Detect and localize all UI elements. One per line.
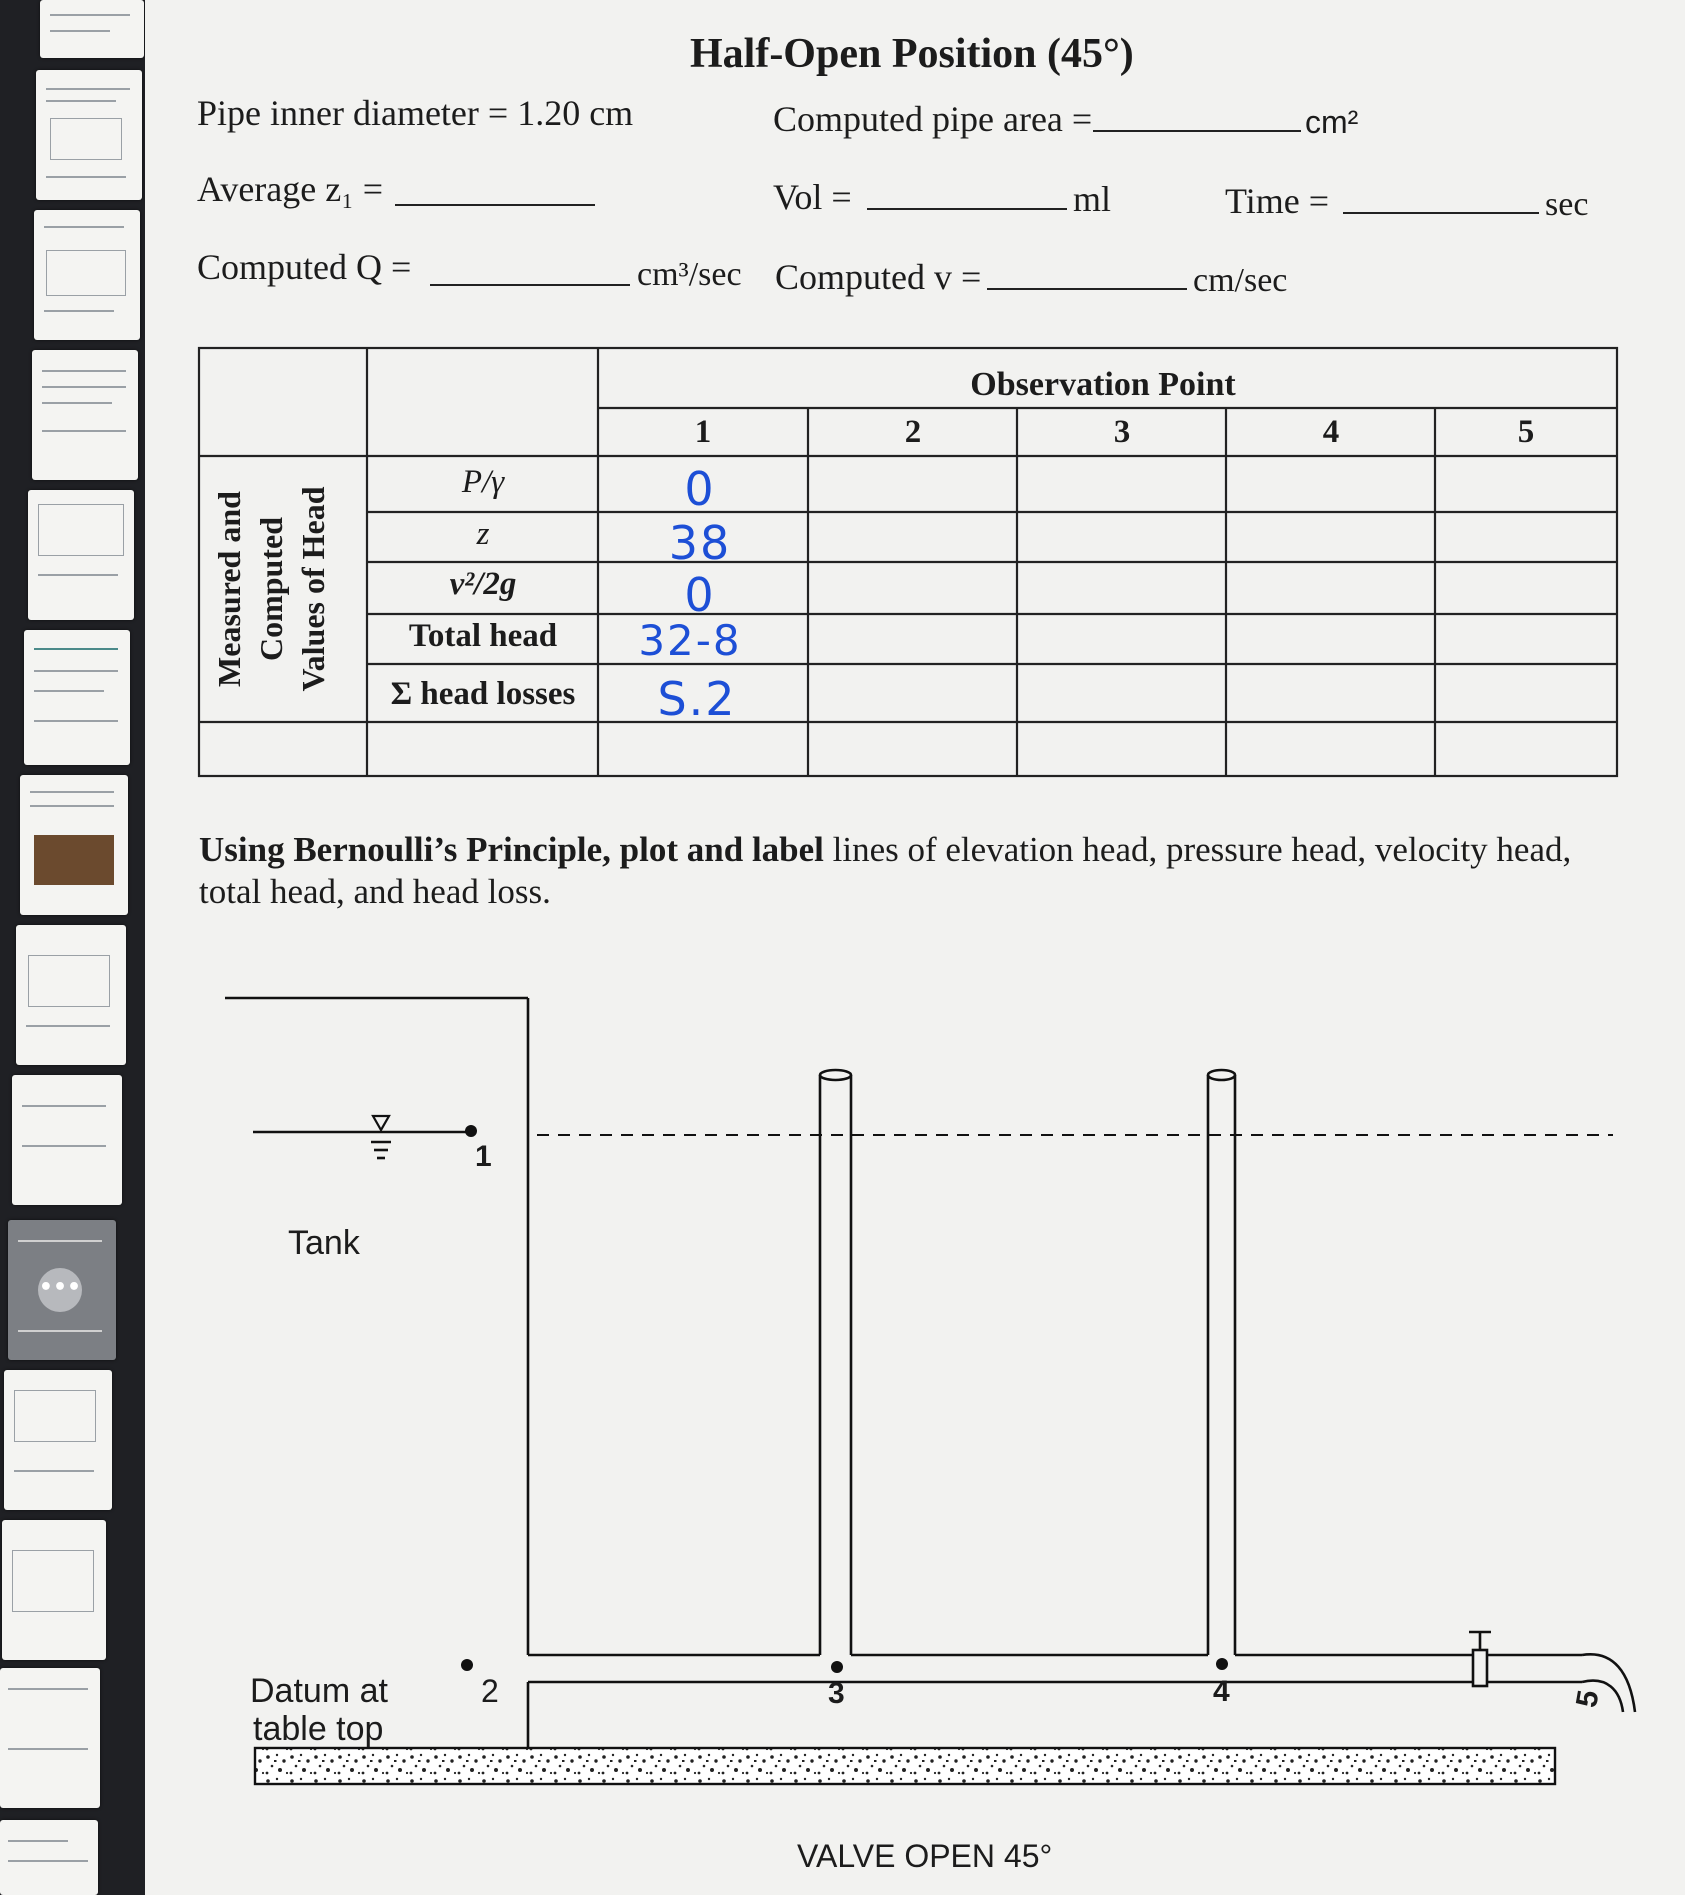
row-label-velocity-head: v²/2g — [449, 566, 517, 602]
point-label-4: 4 — [1213, 1675, 1230, 1708]
row-label-elevation: z — [476, 516, 490, 552]
area-unit: cm² — [1305, 104, 1359, 140]
instructions-rest: lines of elevation head, pressure head, velocity head, — [832, 830, 1572, 869]
page-title: Half-Open Position (45°) — [690, 31, 1134, 77]
tank-label: Tank — [288, 1224, 360, 1262]
page-thumbnail-6[interactable] — [24, 630, 130, 765]
point-label-3: 3 — [828, 1677, 845, 1710]
worksheet-page — [145, 0, 1685, 1895]
page-thumbnail-2[interactable] — [36, 70, 142, 200]
average-z-label: Average z₁ = — [197, 169, 384, 209]
point-2-dot — [461, 1659, 473, 1671]
computed-area-label: Computed pipe area = — [773, 99, 1093, 139]
handwritten-value-velocity-head: 0 — [684, 568, 716, 622]
page-thumbnail-14[interactable] — [0, 1820, 98, 1895]
point-4-dot — [1216, 1658, 1228, 1670]
row-label-pressure-head: P/γ — [461, 464, 505, 500]
q-unit: cm³/sec — [637, 256, 742, 293]
vol-unit: ml — [1073, 179, 1112, 219]
v-unit: cm/sec — [1193, 262, 1288, 299]
pipe-diameter-text: Pipe inner diameter = 1.20 cm — [197, 93, 634, 133]
page-thumbnail-1[interactable] — [40, 0, 144, 58]
column-header-4: 4 — [1322, 414, 1340, 450]
point-label-5: 5 — [1570, 1687, 1606, 1710]
column-header-3: 3 — [1113, 414, 1131, 450]
valve-caption: VALVE OPEN 45° — [797, 1838, 1053, 1874]
column-header-5: 5 — [1517, 414, 1535, 450]
page-thumbnail-7[interactable] — [20, 775, 128, 915]
instructions-line-1 — [199, 830, 1571, 870]
piezometer-4-top — [1208, 1070, 1235, 1080]
handwritten-value-total-head: 32-8 — [638, 616, 742, 665]
handwritten-value-head-losses: S.2 — [657, 672, 737, 726]
page-thumbnail-8[interactable] — [16, 925, 126, 1065]
row-label-head-losses: Σ head losses — [390, 676, 576, 712]
column-header-2: 2 — [904, 414, 922, 450]
time-label: Time = — [1225, 181, 1330, 221]
datum-label-line-2: table top — [253, 1710, 384, 1748]
time-unit: sec — [1545, 186, 1589, 223]
side-label-block — [208, 454, 358, 724]
page-thumbnail-9[interactable] — [12, 1075, 122, 1205]
more-options-button[interactable]: ••• — [38, 1268, 82, 1312]
valve-body — [1473, 1650, 1487, 1686]
datum-label-line-1: Datum at — [250, 1672, 388, 1710]
page-thumbnail-13[interactable] — [0, 1668, 100, 1808]
column-header-1: 1 — [694, 414, 712, 450]
side-label-line-1: Measured and — [211, 491, 247, 687]
piezometer-3-top — [820, 1070, 851, 1080]
point-label-2: 2 — [481, 1673, 499, 1709]
page-thumbnail-12[interactable] — [2, 1520, 106, 1660]
computed-q-label: Computed Q = — [197, 247, 412, 287]
page-thumbnail-5[interactable] — [28, 490, 134, 620]
instructions-bold: Using Bernoulli’s Principle, plot and label — [199, 830, 824, 869]
point-3-dot — [831, 1661, 843, 1673]
side-label-line-3: Values of Head — [295, 486, 331, 692]
computed-v-label: Computed v = — [775, 257, 982, 297]
vol-label: Vol = — [773, 177, 852, 217]
head-values-table — [145, 0, 1685, 800]
side-label-line-2: Computed — [253, 517, 289, 662]
page-thumbnail-4[interactable] — [32, 350, 138, 480]
handwritten-value-elevation: 38 — [668, 516, 732, 570]
observation-point-header: Observation Point — [970, 366, 1236, 403]
point-label-1: 1 — [475, 1140, 492, 1173]
page-thumbnail-sidebar — [0, 0, 160, 1895]
instructions-line-2: total head, and head loss. — [199, 872, 551, 911]
page-thumbnail-11[interactable] — [4, 1370, 112, 1510]
handwritten-value-pressure-head: 0 — [684, 462, 716, 516]
page-thumbnail-3[interactable] — [34, 210, 140, 340]
row-label-total-head: Total head — [408, 618, 558, 654]
table-surface — [255, 1748, 1555, 1784]
point-1-dot — [465, 1125, 477, 1137]
free-surface-symbol — [373, 1116, 389, 1130]
